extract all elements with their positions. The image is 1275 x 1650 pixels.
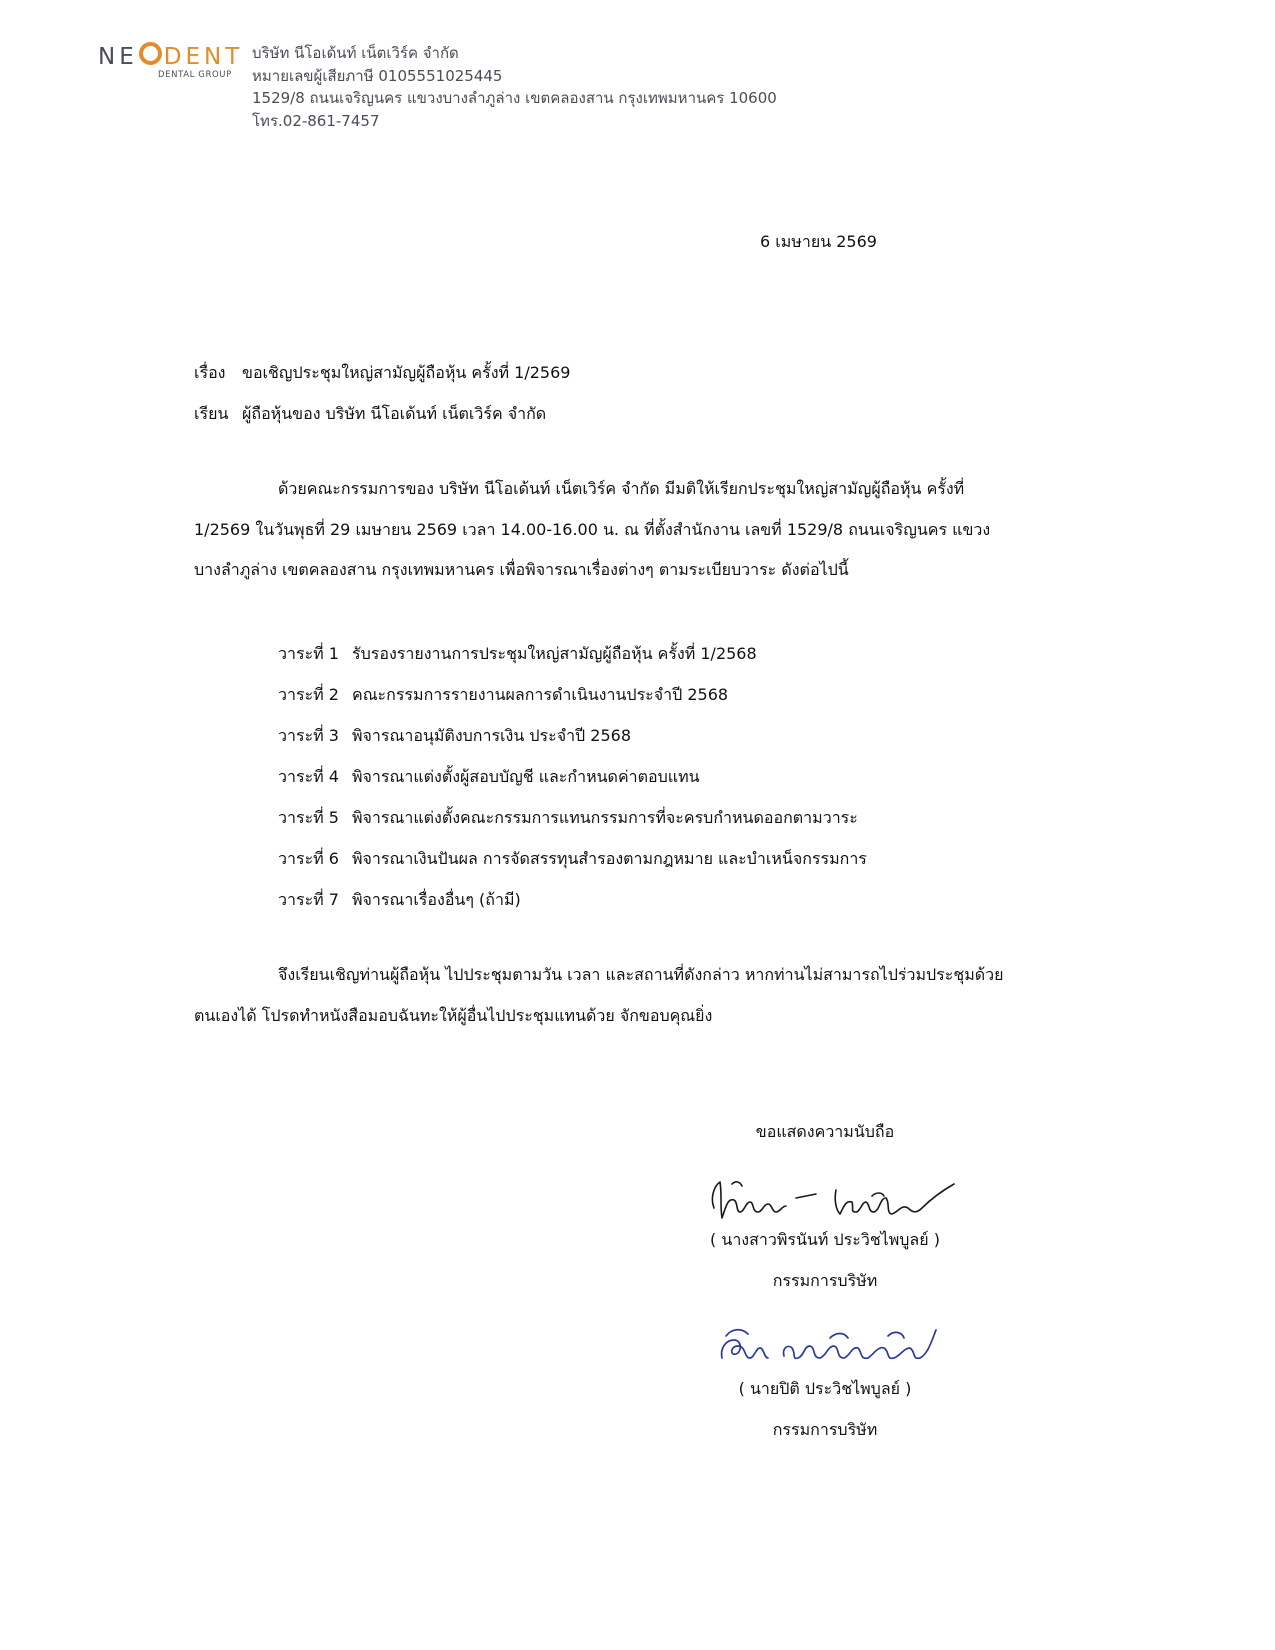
agenda-text: พิจารณาแต่งตั้งผู้สอบบัญชี และกำหนดค่าตอบแทน <box>352 767 700 786</box>
agenda-number: วาระที่ 5 <box>278 808 339 827</box>
signatory-2-title: กรรมการบริษัท <box>772 1420 878 1439</box>
agenda-item <box>278 715 867 756</box>
logo-wordmark: NE DENT <box>98 44 244 70</box>
agenda-text: พิจารณาเงินปันผล การจัดสรรทุนสำรองตามกฎหมาย และบำเหน็จกรรมการ <box>352 849 867 868</box>
agenda-number: วาระที่ 4 <box>278 767 339 786</box>
letter-date: 6 เมษายน 2569 <box>760 232 877 251</box>
company-phone: โทร.02-861-7457 <box>252 111 380 130</box>
recipient-label: เรียน <box>194 404 229 423</box>
subject-text: ขอเชิญประชุมใหญ่สามัญผู้ถือหุ้น ครั้งที่ 1/2569 <box>242 363 571 382</box>
agenda-number: วาระที่ 3 <box>278 726 339 745</box>
subject-label: เรื่อง <box>194 363 226 382</box>
intro-line: ด้วยคณะกรรมการของ บริษัท นีโอเด้นท์ เน็ตเวิร์ค จำกัด มีมติให้เรียกประชุมใหญ่สามัญผู้ถือหุ้น ครั้งที่ <box>278 479 965 498</box>
agenda-item <box>278 797 867 838</box>
company-info <box>252 42 777 132</box>
agenda-number: วาระที่ 2 <box>278 685 339 704</box>
logo-tagline: DENTAL GROUP <box>158 70 232 80</box>
company-address: 1529/8 ถนนเจริญนคร แขวงบางลำภูล่าง เขตคลองสาน กรุงเทพมหานคร 10600 <box>252 89 777 107</box>
closing-line: จึงเรียนเชิญท่านผู้ถือหุ้น ไปประชุมตามวัน เวลา และสถานที่ดังกล่าว หากท่านไม่สามารถไปร่วมประชุมด้วย <box>278 965 1004 984</box>
agenda-list <box>278 633 867 920</box>
closing-paragraph <box>194 955 1050 1036</box>
company-name: บริษัท นีโอเด้นท์ เน็ตเวิร์ค จำกัด <box>252 44 459 62</box>
agenda-text: พิจารณาเรื่องอื่นๆ (ถ้ามี) <box>352 890 521 909</box>
agenda-text: คณะกรรมการรายงานผลการดำเนินงานประจำปี 2568 <box>352 685 729 704</box>
agenda-item <box>278 674 867 715</box>
agenda-item <box>278 879 867 920</box>
agenda-text: พิจารณาแต่งตั้งคณะกรรมการแทนกรรมการที่จะครบกำหนดออกตามวาระ <box>352 808 858 827</box>
intro-paragraph <box>194 469 1050 591</box>
intro-line: 1/2569 ในวันพุธที่ 29 เมษายน 2569 เวลา 14.00-16.00 น. ณ ที่ตั้งสำนักงาน เลขที่ 1529/8 ถนนเจริญนคร แขวง <box>194 519 991 539</box>
agenda-text: พิจารณาอนุมัติงบการเงิน ประจำปี 2568 <box>352 726 632 745</box>
subject-line <box>194 352 570 393</box>
subject-block <box>194 352 570 434</box>
signatory-1-title: กรรมการบริษัท <box>772 1271 878 1290</box>
signatory-2-name: ( นายปิติ ประวิชไพบูลย์ ) <box>738 1379 912 1398</box>
intro-line: บางลำภูล่าง เขตคลองสาน กรุงเทพมหานคร เพื่อพิจารณาเรื่องต่างๆ ตามระเบียบวาระ ดังต่อไปนี้ <box>194 560 849 579</box>
agenda-item <box>278 756 867 797</box>
agenda-number: วาระที่ 7 <box>278 890 339 909</box>
company-tax-id: หมายเลขผู้เสียภาษี 0105551025445 <box>252 66 503 85</box>
signatory-1-name: ( นางสาวพิรนันท์ ประวิชไพบูลย์ ) <box>710 1230 940 1249</box>
company-logo <box>98 42 244 92</box>
recipient-text: ผู้ถือหุ้นของ บริษัท นีโอเด้นท์ เน็ตเวิร์ค จำกัด <box>242 404 547 423</box>
agenda-number: วาระที่ 6 <box>278 849 339 868</box>
logo-tooth-ring-icon <box>139 42 162 65</box>
agenda-number: วาระที่ 1 <box>278 644 339 663</box>
regards-text: ขอแสดงความนับถือ <box>755 1122 895 1141</box>
agenda-text: รับรองรายงานการประชุมใหญ่สามัญผู้ถือหุ้น ครั้งที่ 1/2568 <box>352 644 757 663</box>
agenda-item <box>278 838 867 879</box>
recipient-line <box>194 393 570 434</box>
agenda-item <box>278 633 867 674</box>
closing-line: ตนเองได้ โปรดทำหนังสือมอบฉันทะให้ผู้อื่นไปประชุมแทนด้วย จักขอบคุณยิ่ง <box>194 1005 713 1025</box>
